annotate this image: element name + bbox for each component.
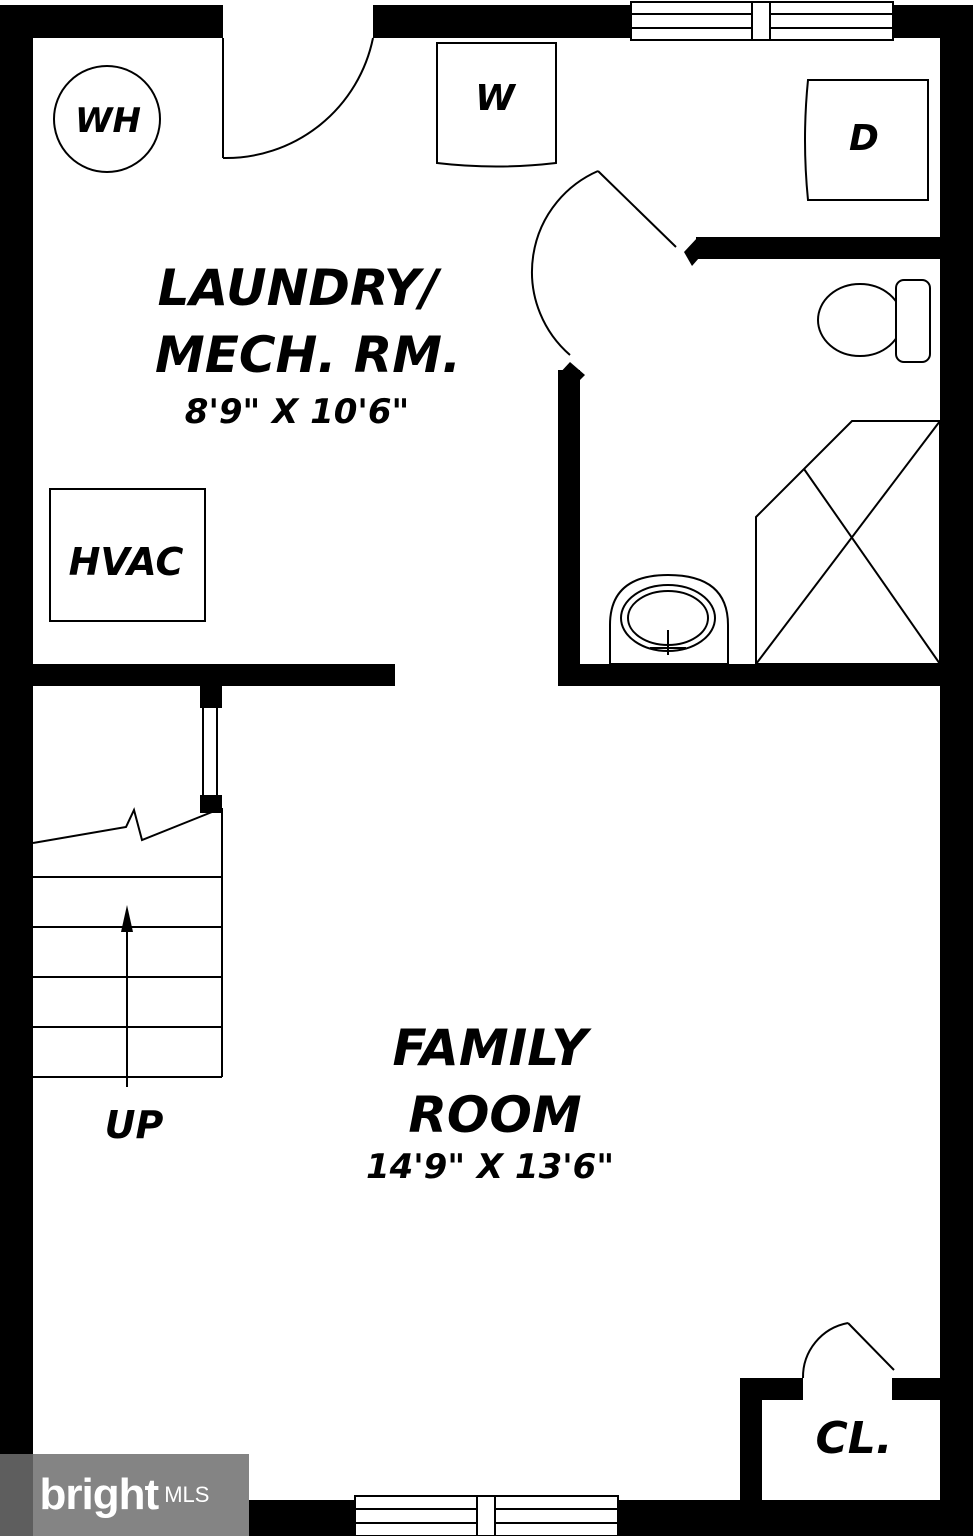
dryer-label: D <box>849 118 879 159</box>
closet-label: CL. <box>815 1413 893 1464</box>
toilet-icon <box>818 280 930 362</box>
interior-walls <box>0 237 973 1536</box>
outer-walls <box>0 5 973 1536</box>
mls-watermark <box>0 1454 249 1536</box>
stairs-up-arrow-icon <box>121 905 133 932</box>
family-room-name-line2: ROOM <box>408 1086 582 1144</box>
water-heater-label: WH <box>75 101 141 141</box>
window-bottom <box>355 1496 618 1536</box>
stairs-up-label: UP <box>104 1103 164 1147</box>
hvac-label: HVAC <box>68 540 184 584</box>
family-room-dimensions: 14'9" X 13'6" <box>365 1147 615 1187</box>
sink-icon <box>610 575 728 664</box>
watermark-suffix: MLS <box>164 1482 210 1507</box>
washer-label: W <box>475 78 515 119</box>
shower-icon <box>756 421 940 664</box>
laundry-room-name-line2: MECH. RM. <box>154 326 462 384</box>
window-top <box>631 2 893 40</box>
family-room-name-line1: FAMILY <box>392 1019 588 1077</box>
stairs <box>33 808 222 1087</box>
laundry-room-dimensions: 8'9" X 10'6" <box>184 392 410 432</box>
laundry-room-name-line1: LAUNDRY/ <box>157 259 439 317</box>
watermark-brand: bright <box>39 1470 159 1519</box>
stair-door <box>203 708 217 795</box>
